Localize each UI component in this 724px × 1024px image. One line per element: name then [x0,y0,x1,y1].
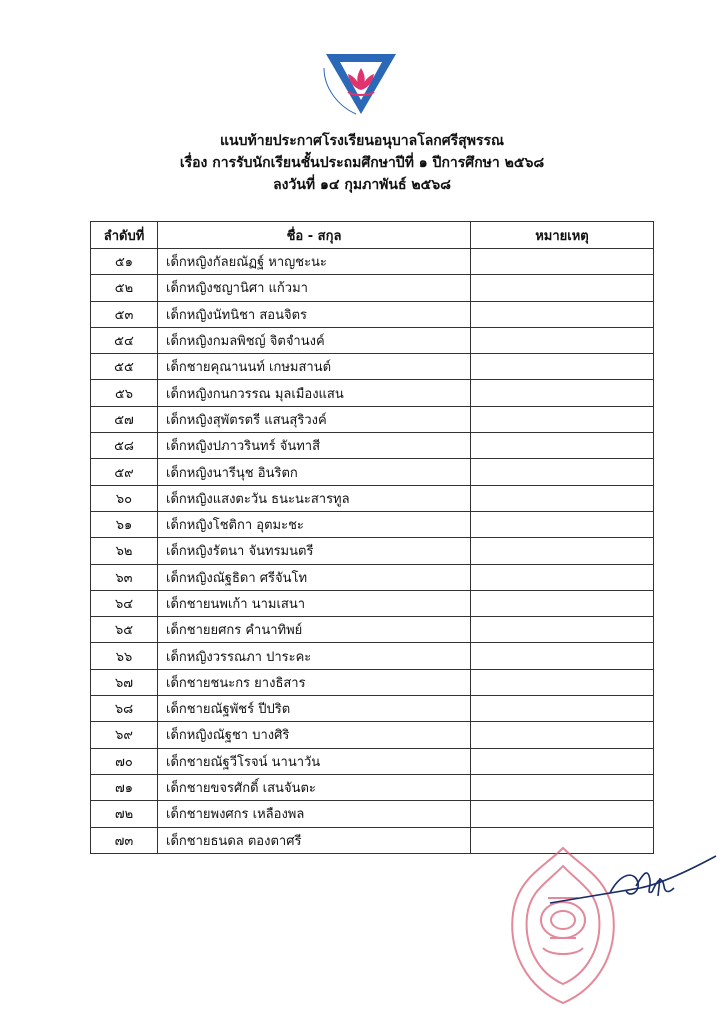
table-row [91,354,654,380]
table-row [91,249,654,275]
row-note [471,722,654,748]
row-note [471,564,654,590]
row-note [471,669,654,695]
row-note [471,327,654,353]
column-header-order: ลำดับที่ [91,222,158,249]
student-name: เด็กชายพงศกร เหลืองพล [158,801,471,827]
row-note [471,275,654,301]
student-name: เด็กหญิงนัทนิชา สอนจิตร [158,301,471,327]
table-row [91,327,654,353]
row-number: ๖๖ [91,643,158,669]
row-number: ๖๗ [91,669,158,695]
row-number: ๖๐ [91,485,158,511]
table-row [91,722,654,748]
table-row [91,590,654,616]
column-header-name: ชื่อ - สกุล [158,222,471,249]
student-name: เด็กหญิงรัตนา จันทรมนตรี [158,538,471,564]
table-header-row [91,222,654,249]
table-row [91,669,654,695]
row-note [471,617,654,643]
header-title: แนบท้ายประกาศโรงเรียนอนุบาลโลกศรีสุพรรณ [220,133,504,149]
student-name: เด็กชายณัฐพัชร์ ปีปริต [158,696,471,722]
student-name: เด็กหญิงปภาวรินทร์ จันทาสี [158,433,471,459]
row-note [471,249,654,275]
table-row [91,538,654,564]
row-number: ๗๐ [91,748,158,774]
student-name: เด็กหญิงโชติกา อุตมะชะ [158,511,471,537]
row-note [471,459,654,485]
table-row [91,617,654,643]
row-note [471,801,654,827]
row-number: ๖๒ [91,538,158,564]
table-row [91,643,654,669]
header-date: ลงวันที่ ๑๔ กุมภาพันธ์ ๒๕๖๘ [273,177,451,193]
school-logo-icon [318,48,404,120]
student-name: เด็กหญิงสุพัตรตรี แสนสุริวงค์ [158,406,471,432]
table-row [91,433,654,459]
signature-icon [540,848,720,918]
row-number: ๖๓ [91,564,158,590]
row-number: ๖๔ [91,590,158,616]
signature [540,848,720,918]
row-note [471,511,654,537]
row-number: ๖๑ [91,511,158,537]
table-row [91,801,654,827]
table-row [91,511,654,537]
row-number: ๖๘ [91,696,158,722]
student-name: เด็กหญิงนารีนุช อินริตก [158,459,471,485]
row-note [471,380,654,406]
row-number: ๕๕ [91,354,158,380]
row-note [471,590,654,616]
row-note [471,643,654,669]
row-number: ๗๑ [91,774,158,800]
student-name: เด็กชายยศกร คำนาทิพย์ [158,617,471,643]
row-note [471,301,654,327]
table-row [91,275,654,301]
row-note [471,748,654,774]
row-note [471,433,654,459]
student-name: เด็กหญิงกนกวรรณ มุลเมืองแสน [158,380,471,406]
row-note [471,774,654,800]
row-number: ๖๕ [91,617,158,643]
student-name: เด็กชายชนะกร ยางธิสาร [158,669,471,695]
row-number: ๕๗ [91,406,158,432]
student-name: เด็กชายนพเก้า นามเสนา [158,590,471,616]
student-name: เด็กหญิงชญานิศา แก้วมา [158,275,471,301]
student-name: เด็กชายขจรศักดิ์ เสนจันตะ [158,774,471,800]
row-number: ๕๒ [91,275,158,301]
table-row [91,459,654,485]
header-subject: เรื่อง การรับนักเรียนชั้นประถมศึกษาปีที่ ๑ ปีการศึกษา ๒๕๖๘ [179,155,545,171]
table-row [91,748,654,774]
table-row [91,406,654,432]
student-name: เด็กหญิงแสงตะวัน ธนะนะสารทูล [158,485,471,511]
row-note [471,696,654,722]
row-number: ๗๒ [91,801,158,827]
row-number: ๗๓ [91,827,158,853]
student-name: เด็กหญิงณัฐชา บางศิริ [158,722,471,748]
row-number: ๕๖ [91,380,158,406]
row-number: ๕๙ [91,459,158,485]
student-name: เด็กชายธนดล ตองตาศรี [158,827,471,853]
row-note [471,485,654,511]
row-number: ๖๙ [91,722,158,748]
student-name: เด็กหญิงณัฐธิดา ศรีจันโท [158,564,471,590]
row-number: ๕๓ [91,301,158,327]
row-number: ๕๔ [91,327,158,353]
student-name: เด็กชายคุณานนท์ เกษมสานต์ [158,354,471,380]
row-number: ๕๘ [91,433,158,459]
student-table [90,221,654,854]
column-header-note: หมายเหตุ [471,222,654,249]
row-number: ๕๑ [91,249,158,275]
school-logo [318,48,404,120]
row-note [471,354,654,380]
table-row [91,485,654,511]
student-name: เด็กหญิงกัลยณัฏฐ์ หาญชะนะ [158,249,471,275]
table-row [91,774,654,800]
table-row [91,301,654,327]
table-row [91,696,654,722]
row-note [471,538,654,564]
student-name: เด็กชายณัฐวีโรจน์ นานาวัน [158,748,471,774]
row-note [471,406,654,432]
table-row [91,380,654,406]
student-name: เด็กหญิงกมลพิชญ์ จิตจำนงค์ [158,327,471,353]
student-name: เด็กหญิงวรรณภา ปาระคะ [158,643,471,669]
table-row [91,564,654,590]
